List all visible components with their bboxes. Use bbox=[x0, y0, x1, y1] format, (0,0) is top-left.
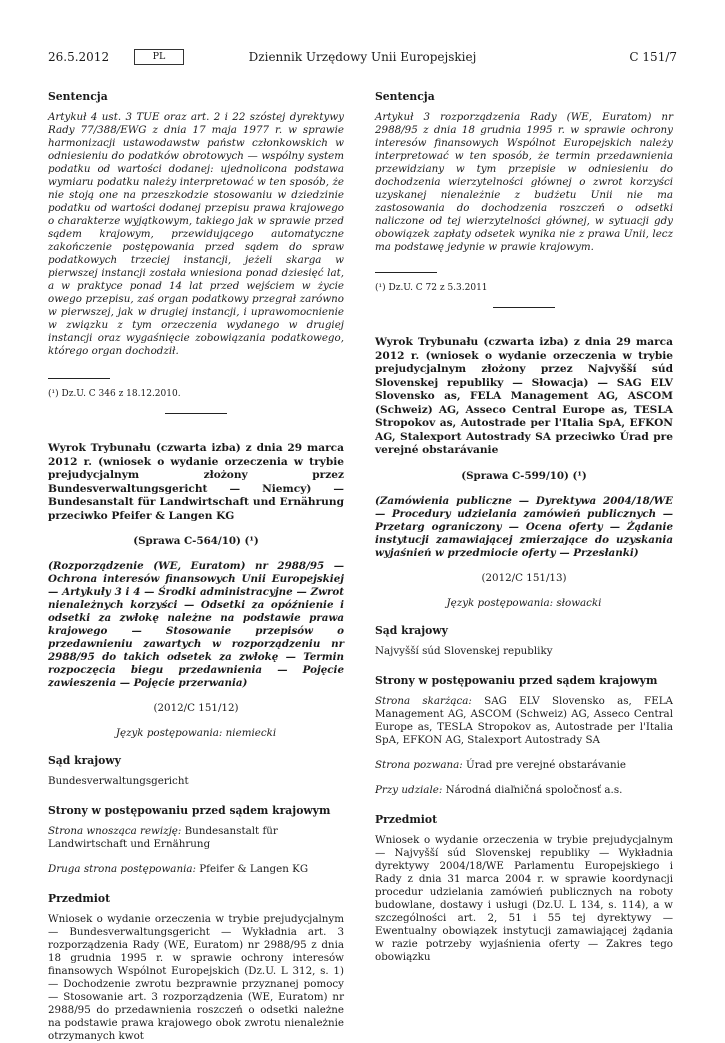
case-number: (Sprawa C-599/10) (¹) bbox=[461, 469, 587, 482]
page-reference: C 151/7 bbox=[629, 50, 677, 64]
case-reference: (2012/C 151/13) bbox=[481, 571, 567, 584]
sentencja-text: Artykuł 4 ust. 3 TUE oraz art. 2 i 22 szóstej dyrektywy Rady 77/388/EWG z dnia 17 maja 1977 r. w sprawie harmonizacji ustawodawstw państw członkowskich w odniesieniu do podatków obrotowych — wspólny system podatku od wartości dodanej: ujednolicona podstawa wymiaru podatku należy interpretować w ten sposób, że nie stoją one na przeszkodzie stosowaniu w dziedzinie podatku od wartości dodanej przepisu prawa krajowego o charakterze wyjątkowym, takiego jak w sprawie przed sądem krajowym, przewidującego automatyczne zakończenie postępowania przed sądem do spraw podatkowych trzeciej instancji, jeżeli skarga w pierwszej instancji została wniesiona ponad dziesięć lat, a w praktyce ponad 14 lat przed wejściem w życie owego przepisu, zaś organ podatkowy przegrał zarówno w pierwszej, jak w drugiej instancji, i uprawomocnienie w związku z tym orzeczenia wydanego w drugiej instancji oraz wygaśnięcie zobowiązania podatkowego, którego organ dochodził. bbox=[48, 111, 344, 357]
footnote-rule bbox=[48, 378, 110, 379]
national-court-name: Bundesverwaltungsgericht bbox=[48, 775, 189, 787]
intervener-label: Przy udziale: bbox=[375, 783, 443, 796]
national-court-name: Najvyšší súd Slovenskej republiky bbox=[375, 644, 553, 657]
national-court-heading: Sąd krajowy bbox=[375, 623, 448, 637]
footnote: (¹) Dz.U. C 346 z 18.12.2010. bbox=[48, 389, 181, 399]
national-court-heading: Sąd krajowy bbox=[48, 754, 121, 767]
applicant-line bbox=[375, 695, 673, 747]
appellant-name: Bundesanstalt für Landwirtschaft und Ernährung bbox=[48, 825, 278, 850]
defendant-label: Strona pozwana: bbox=[375, 758, 463, 771]
subject-text: Wniosek o wydanie orzeczenia w trybie prejudycjalnym — Bundesverwaltungsgericht — Wykładnia art. 3 rozporządzenia Rady (WE, Euratom) nr 2988/95 z dnia 18 grudnia 1995 r. w sprawie ochrony interesów finansowych Wspólnot Europejskich (Dz.U. L 312, s. 1) — Dochodzenie zwrotu bezprawnie przyznanej pomocy — Stosowanie art. 3 rozporządzenia (WE, Euratom) nr 2988/95 do przedawnienia roszczeń o odsetki należne na podstawie prawa krajowego obok zwrotu nienależnie otrzymanych kwot bbox=[48, 913, 344, 1042]
parties-heading: Strony w postępowaniu przed sądem krajowym bbox=[375, 673, 658, 687]
sentencja-text: Artykuł 3 rozporządzenia Rady (WE, Euratom) nr 2988/95 z dnia 18 grudnia 1995 r. w sprawie ochrony interesów finansowych Wspólnot Europejskich należy interpretować w ten sposób, że termin przedawnienia przewidziany w tym przepisie w odniesieniu do dochodzenia wierzytelności głównej o zwrot korzyści uzyskanej nienależnie z budżetu Unii nie ma zastosowania do dochodzenia roszczeń o odsetki naliczone od tej wierzytelności głównej, w sytuacji gdy obowiązek zapłaty odsetek wynika nie z prawa Unii, lecz ma podstawę jedynie w prawie krajowym. bbox=[375, 111, 673, 253]
defendant-line bbox=[375, 759, 673, 772]
journal-title: Dziennik Urzędowy Unii Europejskiej bbox=[248, 50, 477, 64]
case-reference: (2012/C 151/12) bbox=[153, 702, 239, 714]
appellant-label: Strona wnosząca rewizję: bbox=[48, 825, 182, 837]
applicant-names: SAG ELV Slovensko as, FELA Management AG, ASCOM (Schweiz) AG, Asseco Central Europe as, TESLA Stropokov as, Autostrade per l'Italia SpA, EFKON AG, Stalexport Autostrady SA bbox=[375, 694, 673, 746]
other-party-name: Pfeifer & Langen KG bbox=[195, 863, 309, 875]
applicant-label: Strona skarżąca: bbox=[375, 694, 472, 707]
footnote: (¹) Dz.U. C 72 z 5.3.2011 bbox=[375, 283, 488, 293]
other-party-label: Druga strona postępowania: bbox=[48, 863, 196, 875]
intervener-name: Národná diaľničná spoločnosť a.s. bbox=[442, 783, 623, 796]
page-header bbox=[48, 46, 677, 68]
sentencja-heading: Sentencja bbox=[375, 90, 435, 103]
sentencja-heading: Sentencja bbox=[48, 90, 108, 103]
appellant-line bbox=[48, 825, 344, 851]
procedure-language: Język postępowania: słowacki bbox=[446, 596, 602, 609]
footnote-rule bbox=[375, 272, 437, 273]
parties-heading: Strony w postępowaniu przed sądem krajowym bbox=[48, 804, 331, 817]
subject-text: Wniosek o wydanie orzeczenia w trybie prejudycjalnym — Najvyšší súd Slovenskej republiky — Wykładnia dyrektywy 2004/18/WE Parlamentu Europejskiego i Rady z dnia 31 marca 2004 r. w sprawie koordynacji procedur udzielania zamówień publicznych na roboty budowlane, dostawy i usługi (Dz.U. L 134, s. 114), a w szczególności art. 2, 51 i 55 tej dyrektywy — Ewentualny obowiązek instytucji zamawiającej żądania w razie potrzeby wyjaśnienia oferty — Zakres tego obowiązku bbox=[375, 833, 673, 963]
left-column bbox=[48, 90, 344, 1043]
judgment-title: Wyrok Trybunału (czwarta izba) z dnia 29 marca 2012 r. (wniosek o wydanie orzeczenia w trybie prejudycjalnym złożony przez Najvyšší súd Slovenskej republiky — Słowacja) — SAG ELV Slovensko as, FELA Management AG, ASCOM (Schweiz) AG, Asseco Central Europe as, TESLA Stropokov as, Autostrade per l'Italia SpA, EFKON AG, Stalexport Autostrady SA przeciwko Úrad pre verejné obstarávanie bbox=[375, 336, 673, 456]
other-party-line bbox=[48, 863, 344, 876]
judgment-title: Wyrok Trybunału (czwarta izba) z dnia 29 marca 2012 r. (wniosek o wydanie orzeczenia w trybie prejudycjalnym złożony przez Bundesverwaltungsgericht — Niemcy) — Bundesanstalt für Landwirtschaft und Ernährung przeciwko Pfeifer & Langen KG bbox=[48, 442, 344, 522]
publication-date: 26.5.2012 bbox=[48, 50, 110, 64]
subject-heading: Przedmiot bbox=[375, 812, 438, 826]
subject-heading: Przedmiot bbox=[48, 892, 111, 905]
intervener-line bbox=[375, 784, 673, 797]
case-keywords: (Zamówienia publiczne — Dyrektywa 2004/18/WE — Procedury udzielania zamówień publicznych — Przetarg ograniczony — Ocena oferty — Żądanie instytucji zamawiającej zmierzające do uzyskania wyjaśnień w przedmiocie oferty — Przesłanki) bbox=[375, 494, 673, 559]
language-badge: PL bbox=[134, 49, 184, 65]
right-column bbox=[375, 90, 673, 964]
case-keywords: (Rozporządzenie (WE, Euratom) nr 2988/95 — Ochrona interesów finansowych Unii Europejskiej — Artykuły 3 i 4 — Środki administracyjne — Zwrot nienależnych korzyści — Odsetki za opóźnienie i odsetki za zwłokę należne na podstawie prawa krajowego — Stosowanie przepisów o przedawnieniu zawartych w rozporządzeniu nr 2988/95 do takich odsetek za zwłokę — Termin rozpoczęcia biegu przedawnienia — Pojęcie zawieszenia — Pojęcie przerwania) bbox=[48, 560, 344, 689]
defendant-name: Úrad pre verejné obstarávanie bbox=[462, 758, 627, 771]
procedure-language: Język postępowania: niemiecki bbox=[115, 727, 277, 739]
case-number: (Sprawa C-564/10) (¹) bbox=[133, 535, 259, 547]
